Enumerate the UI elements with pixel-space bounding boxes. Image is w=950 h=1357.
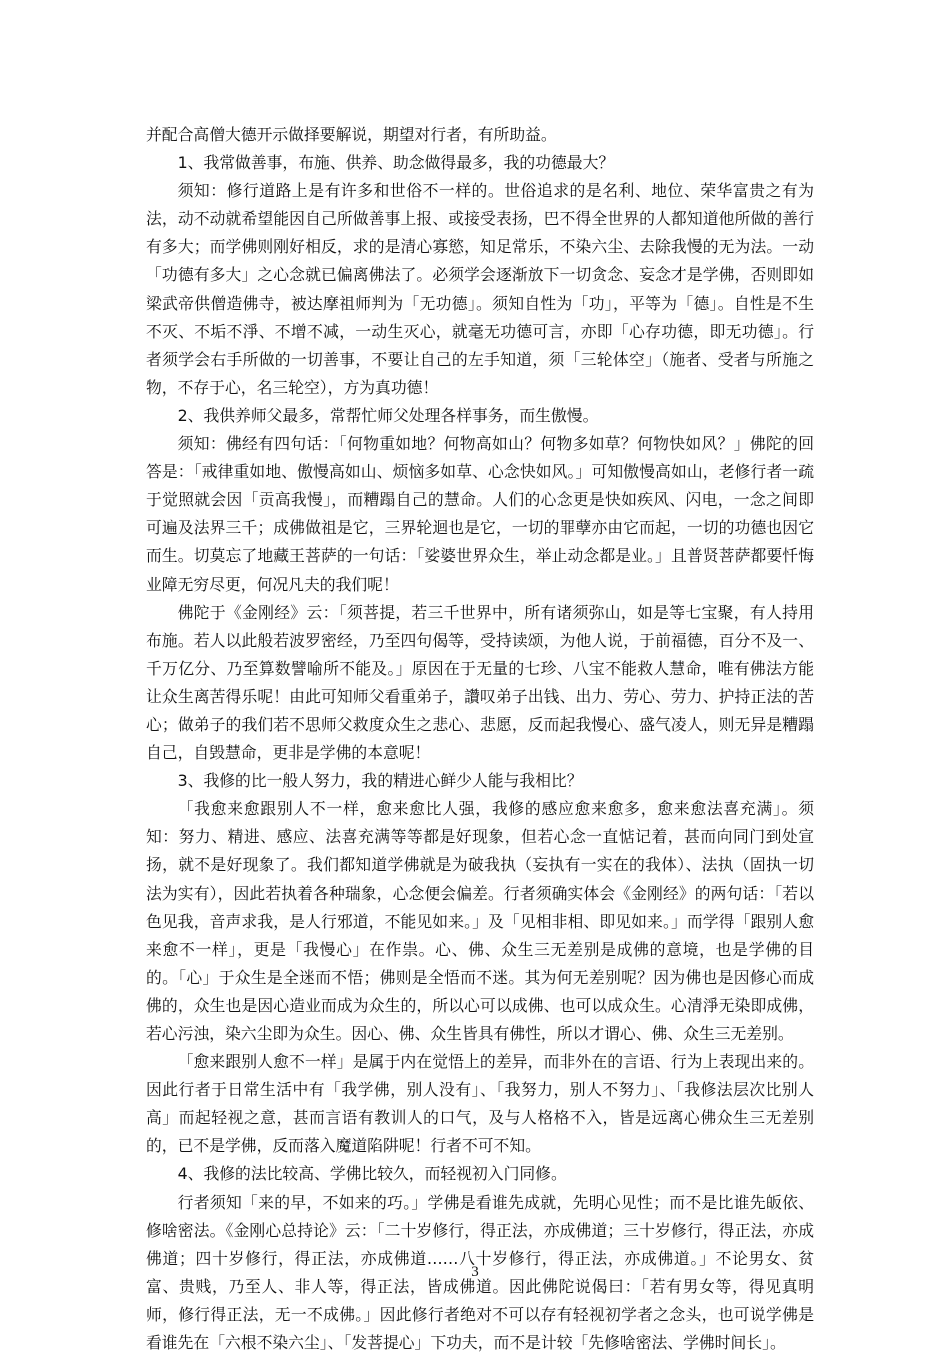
answer-1-paragraph: 须知：修行道路上是有许多和世俗不一样的。世俗追求的是名利、地位、荣华富贵之有为法，动不动就希望能因自己所做善事上报、或接受表扬，巴不得全世界的人都知道他所做的善行有多大；而学佛则刚好相反，求的是清心寡慾，知足常乐，不染六尘、去除我慢的无为法。一动「功德有多大」之心念就已偏离佛法了。必须学会逐渐放下一切贪念、妄念才是学佛，否则即如梁武帝供僧造佛寺，被达摩祖师判为「无功德」。须知自性为「功」，平等为「德」。自性是不生不灭、不垢不淨、不增不减，一动生灭心，就毫无功德可言，亦即「心存功德，即无功德」。行者须学会右手所做的一切善事，不要让自己的左手知道，须「三轮体空」（施者、受者与所施之物，不存于心，名三轮空），方为真功德！ [146, 181, 814, 397]
question-3-heading: 3、我修的比一般人努力，我的精进心鲜少人能与我相比？ [177, 771, 583, 791]
answer-3-paragraph-continued: 「愈来跟别人愈不一样」是属于内在觉悟上的差异，而非外在的言语、行为上表现出来的。因此行者于日常生活中有「我学佛，别人没有」、「我努力，别人不努力」、「我修法层次比别人高」而起轻视之意，甚而言语有教训人的口气，及与人格格不入，皆是远离心佛众生三无差别的，已不是学佛，反而落入魔道陷阱呢！行者不可不知。 [146, 1052, 814, 1156]
answer-3-paragraph: 「我愈来愈跟别人不一样，愈来愈比人强，我修的感应愈来愈多，愈来愈法喜充满」。须知：努力、精进、感应、法喜充满等等都是好现象，但若心念一直惦记着，甚而向同门到处宣扬，就不是好现象了。我们都知道学佛就是为破我执（妄执有一实在的我体）、法执（固执一切法为实有），因此若执着各种瑞象，心念便会偏差。行者须确实体会《金刚经》的两句话：「若以色见我，音声求我，是人行邪道，不能见如来。」及「见相非相、即见如来。」而学得「跟别人愈来愈不一样」，更是「我慢心」在作祟。心、佛、众生三无差别是成佛的意境，也是学佛的目的。「心」于众生是全迷而不悟；佛则是全悟而不迷。其为何无差别呢？因为佛也是因修心而成佛的，众生也是因心造业而成为众生的，所以心可以成佛、也可以成众生。心清淨无染即成佛，若心污浊，染六尘即为众生。因心、佛、众生皆具有佛性，所以才谓心、佛、众生三无差别。 [146, 799, 814, 1043]
page-number: 3 [471, 1264, 479, 1280]
answer-4-paragraph: 行者须知「来的早，不如来的巧。」学佛是看谁先成就，先明心见性；而不是比谁先皈依、修啥密法。《金刚心总持论》云：「二十岁修行，得正法，亦成佛道；三十岁修行，得正法，亦成佛道；四十岁修行，得正法，亦成佛道……八十岁修行，得正法，亦成佛道。」不论男女、贫富、贵贱，乃至人、非人等，得正法，皆成佛道。因此佛陀说偈曰：「若有男女等，得见真明师，修行得正法，无一不成佛。」因此修行者绝对不可以存有轻视初学者之念头，也可说学佛是看谁先在「六根不染六尘」、「发菩提心」下功夫，而不是计较「先修啥密法、学佛时间长」。 [146, 1192, 814, 1353]
document-body [146, 121, 814, 1357]
answer-2-paragraph: 须知：佛经有四句话：「何物重如地？何物高如山？何物多如草？何物快如风？」佛陀的回答是：「戒律重如地、傲慢高如山、烦恼多如草、心念快如风。」可知傲慢高如山，老修行者一疏于觉照就会因「贡高我慢」，而糟蹋自己的慧命。人们的心念更是快如疾风、闪电，一念之间即可遍及法界三千；成佛做祖是它，三界轮迴也是它，一切的罪孽亦由它而起，一切的功德也因它而生。切莫忘了地藏王菩萨的一句话：「娑婆世界众生，举止动念都是业。」且普贤菩萨都要忏悔业障无穷尽更，何况凡夫的我们呢！ [146, 434, 814, 594]
question-4-heading: 4、我修的法比较高、学佛比较久，而轻视初入门同修。 [177, 1164, 567, 1184]
question-1-heading: 1、我常做善事，布施、供养、助念做得最多，我的功德最大？ [177, 153, 615, 173]
question-2-heading: 2、我供养师父最多，常帮忙师父处理各样事务，而生傲慢。 [177, 405, 599, 425]
answer-2-paragraph-continued: 佛陀于《金刚经》云：「须菩提，若三千世界中，所有诸须弥山，如是等七宝聚，有人持用布施。若人以此般若波罗密经，乃至四句偈等，受持读颂，为他人说，于前福德，百分不及一、千万亿分、乃至算数譬喻所不能及。」原因在于无量的七珍、八宝不能救人慧命，唯有佛法方能让众生离苦得乐呢！由此可知师父看重弟子，讚叹弟子出钱、出力、劳心、劳力、护持正法的苦心；做弟子的我们若不思师父救度众生之悲心、悲愿，反而起我慢心、盛气凌人，则无异是糟蹋自己，自毁慧命，更非是学佛的本意呢！ [146, 602, 814, 763]
paragraph-intro-continuation: 并配合高僧大德开示做择要解说，期望对行者，有所助益。 [146, 125, 557, 144]
